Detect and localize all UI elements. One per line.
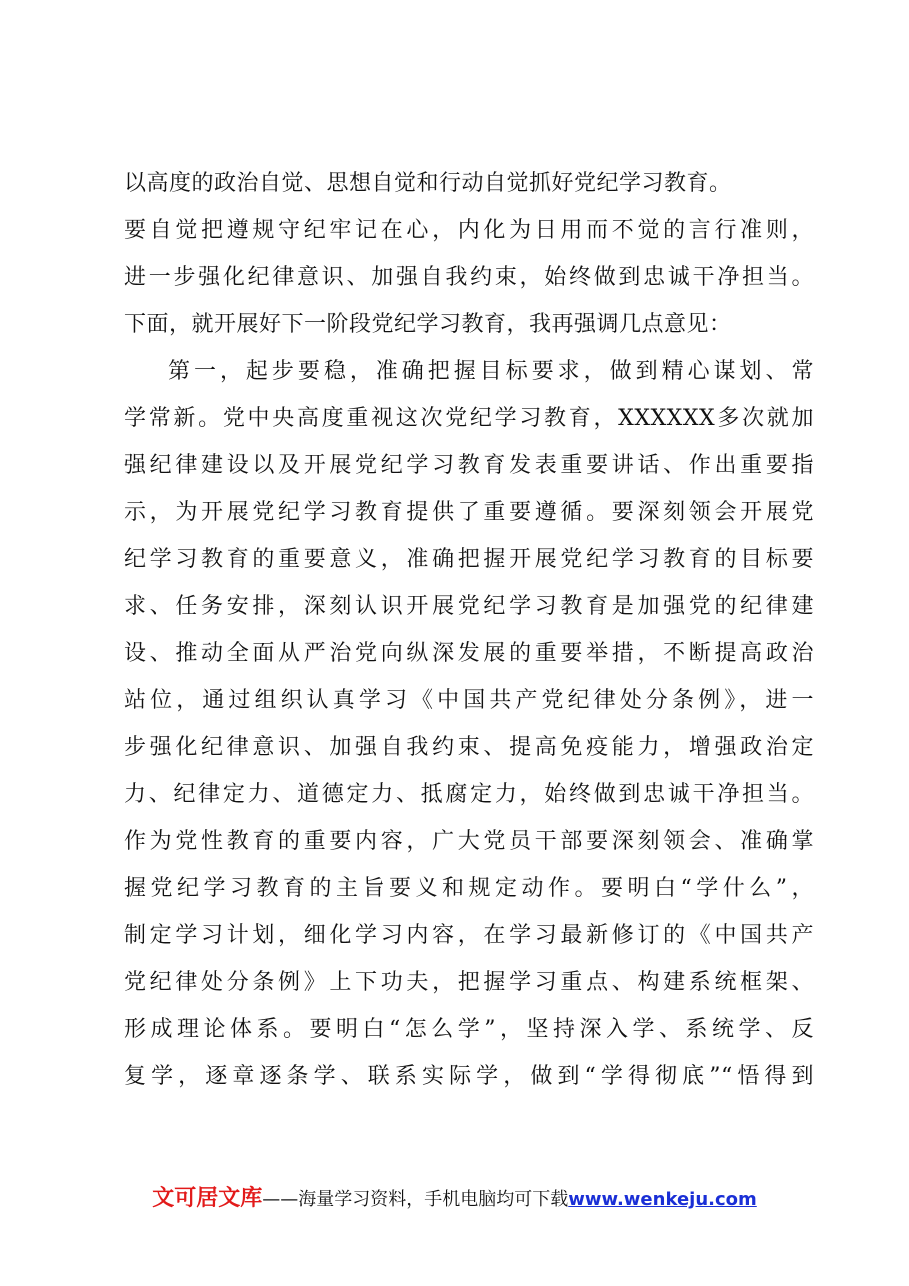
text-line-19: 形成理论体系。要明白“怎么学”，坚持深入学、系统学、反 bbox=[124, 1017, 814, 1042]
text-line-2: 要自觉把遵规守纪牢记在心，内化为日用而不觉的言行准则， bbox=[124, 218, 814, 243]
text-line-13: 步强化纪律意识、加强自我约束、提高免疫能力，增强政治定 bbox=[124, 735, 814, 760]
text-line-6: 学常新。党中央高度重视这次党纪学习教育，XXXXXX多次就加 bbox=[124, 406, 814, 431]
text-line-12: 站位，通过组织认真学习《中国共产党纪律处分条例》，进一 bbox=[124, 688, 814, 713]
text-line-8: 示，为开展党纪学习教育提供了重要遵循。要深刻领会开展党 bbox=[124, 500, 814, 525]
text-line-4: 下面，就开展好下一阶段党纪学习教育，我再强调几点意见： bbox=[124, 312, 732, 337]
footer-tagline: ——海量学习资料，手机电脑均可下载 bbox=[262, 1189, 569, 1210]
text-line-14: 力、纪律定力、道德定力、抵腐定力，始终做到忠诚干净担当。 bbox=[124, 782, 814, 807]
text-line-9: 纪学习教育的重要意义，准确把握开展党纪学习教育的目标要 bbox=[124, 547, 814, 572]
text-line-7: 强纪律建设以及开展党纪学习教育发表重要讲话、作出重要指 bbox=[124, 453, 814, 478]
footer-brand: 文可居文库 bbox=[152, 1186, 263, 1211]
text-line-18: 党纪律处分条例》上下功夫，把握学习重点、构建系统框架、 bbox=[124, 970, 814, 995]
text-line-11: 设、推动全面从严治党向纵深发展的重要举措，不断提高政治 bbox=[124, 641, 814, 666]
text-line-20: 复学，逐章逐条学、联系实际学，做到“学得彻底”“悟得到 bbox=[124, 1064, 814, 1089]
footer-banner bbox=[0, 1181, 909, 1212]
text-line-3: 进一步强化纪律意识、加强自我约束，始终做到忠诚干净担当。 bbox=[124, 265, 814, 290]
text-line-17: 制定学习计划，细化学习内容，在学习最新修订的《中国共产 bbox=[124, 923, 814, 948]
document-body bbox=[124, 160, 814, 1100]
text-line-16: 握党纪学习教育的主旨要义和规定动作。要明白“学什么”， bbox=[124, 876, 814, 901]
text-line-10: 求、任务安排，深刻认识开展党纪学习教育是加强党的纪律建 bbox=[124, 594, 814, 619]
text-line-5: 第一，起步要稳，准确把握目标要求，做到精心谋划、常 bbox=[168, 359, 814, 384]
text-line-15: 作为党性教育的重要内容，广大党员干部要深刻领会、准确掌 bbox=[124, 829, 814, 854]
footer-site-link[interactable]: www.wenkeju.com bbox=[568, 1189, 757, 1210]
text-line-1: 以高度的政治自觉、思想自觉和行动自觉抓好党纪学习教育。 bbox=[124, 171, 732, 196]
